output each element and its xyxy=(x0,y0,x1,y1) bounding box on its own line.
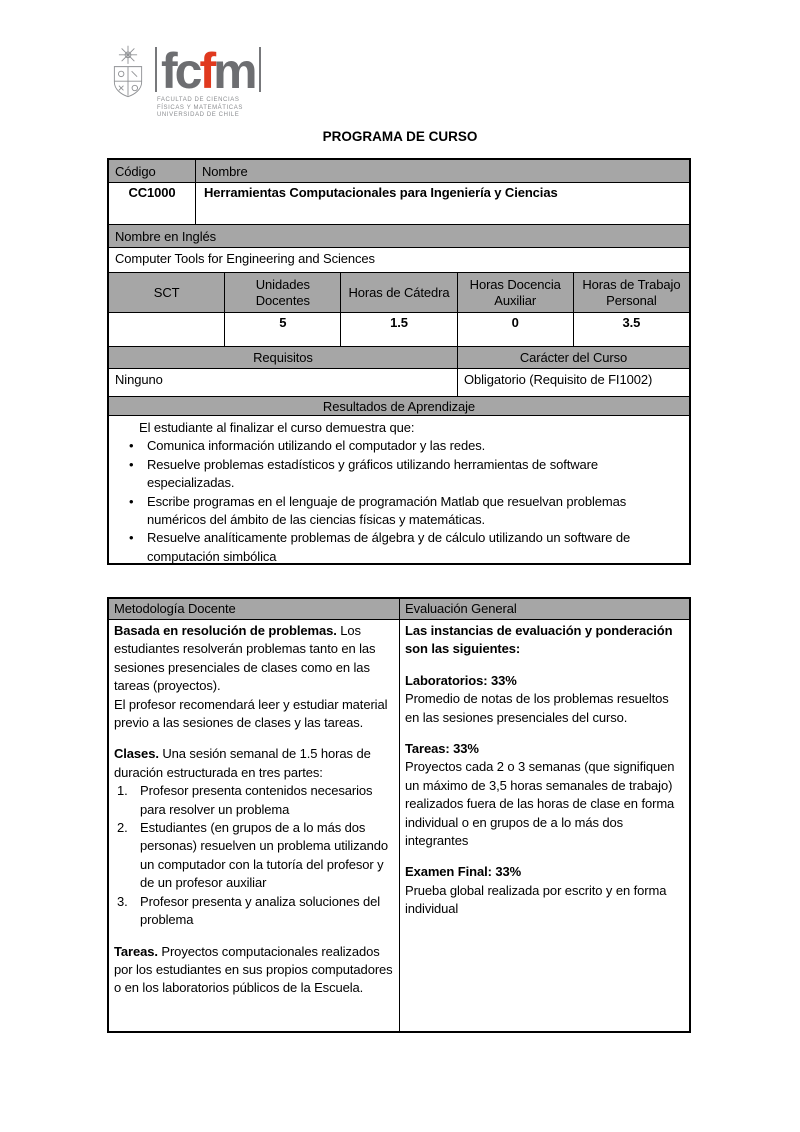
course-row xyxy=(109,182,689,224)
eval-item-title: Tareas: 33% xyxy=(405,741,479,757)
outcomes-intro: El estudiante al finalizar el curso demuestra que: xyxy=(139,420,415,435)
metodologia-header-cell: Metodología Docente xyxy=(109,599,399,619)
method-eval-body-row xyxy=(109,619,689,1033)
fcfm-wordmark xyxy=(155,42,261,99)
eval-item-title: Examen Final: 33% xyxy=(405,864,522,880)
step-text: Estudiantes (en grupos de a lo más dos personas) resuelven un problema utilizando un computador con la tutoría del profesor y de un profesor auxiliar xyxy=(140,820,389,891)
evaluacion-intro: Las instancias de evaluación y ponderación son las siguientes: xyxy=(405,623,673,657)
methodology-evaluation-table xyxy=(107,597,691,1033)
eval-item-desc: Prueba global realizada por escrito y en forma individual xyxy=(405,882,667,917)
clases-paragraph: Clases. Una sesión semanal de 1.5 horas de duración estructurada en tres partes: xyxy=(114,746,371,780)
logo-caption-line: UNIVERSIDAD DE CHILE xyxy=(157,112,240,118)
logo-caption xyxy=(155,97,261,120)
requisitos-value: Ninguno xyxy=(115,372,163,387)
course-code: CC1000 xyxy=(128,185,176,200)
spacer xyxy=(114,930,393,943)
clases-step xyxy=(114,819,393,893)
method-eval-header-row xyxy=(109,599,689,619)
step-number: 1. xyxy=(117,783,128,799)
unidades-docentes-value: 5 xyxy=(224,313,340,346)
nombre-header-cell: Nombre xyxy=(195,160,689,182)
english-name-value: Computer Tools for Engineering and Sciences xyxy=(115,251,375,266)
credits-header-row xyxy=(109,272,689,312)
english-name-header-cell: Nombre en Inglés xyxy=(109,225,689,247)
resultados-header-row xyxy=(109,396,689,415)
resultados-content-row xyxy=(109,415,689,563)
learning-outcomes xyxy=(109,416,689,566)
unidades-docentes-header-cell: Unidades Docentes xyxy=(224,273,340,312)
outcome-item: • Resuelve problemas estadísticos y gráficos utilizando herramientas de software especializadas. xyxy=(117,456,665,493)
evaluacion-header-cell: Evaluación General xyxy=(399,599,689,619)
evaluacion-content xyxy=(399,620,689,1033)
requisitos-header-cell: Requisitos xyxy=(109,347,457,368)
fcfm-wordmark-block xyxy=(155,42,261,120)
logo-caption-line: FÍSICAS Y MATEMÁTICAS xyxy=(157,104,243,111)
requisitos-values-row xyxy=(109,368,689,396)
course-info-table xyxy=(107,158,691,565)
horas-trabajo-value: 3.5 xyxy=(573,313,689,346)
spacer xyxy=(405,727,683,740)
horas-docencia-header-cell: Horas Docencia Auxiliar xyxy=(457,273,573,312)
step-number: 2. xyxy=(117,820,128,836)
outcome-item: • Escribe programas en el lenguaje de programación Matlab que resuelvan problemas numéricos del ámbito de las ciencias físicas y matemáticas. xyxy=(117,493,665,530)
metodologia-paragraph: El profesor recomendará leer y estudiar material previo a las sesiones de clases y las tareas. xyxy=(114,696,388,731)
logo-caption-line: FACULTAD DE CIENCIAS xyxy=(157,97,240,103)
eval-item-desc: Proyectos cada 2 o 3 semanas (que signifiquen un máximo de 3,5 horas semanales de trabajo) realizados fuera de las horas de clase en forma individual o en grupos de a lo más dos integrantes xyxy=(405,759,675,849)
university-crest-icon xyxy=(108,42,148,104)
spacer xyxy=(405,659,683,672)
metodologia-content xyxy=(109,620,399,1033)
spacer xyxy=(114,732,393,745)
step-text: Profesor presenta y analiza soluciones del problema xyxy=(140,893,381,928)
codigo-nombre-header-row xyxy=(109,160,689,182)
sct-header-cell: SCT xyxy=(109,273,224,312)
page-title: PROGRAMA DE CURSO xyxy=(322,129,478,144)
sct-value xyxy=(109,313,224,346)
course-name: Herramientas Computacionales para Ingeniería y Ciencias xyxy=(195,183,689,224)
fcfm-logo xyxy=(108,42,261,120)
resultados-header-cell: Resultados de Aprendizaje xyxy=(109,397,689,415)
clases-step xyxy=(114,782,393,819)
eval-item-desc: Promedio de notas de los problemas resueltos en las sesiones presenciales del curso. xyxy=(405,691,669,725)
codigo-header-cell: Código xyxy=(109,160,195,182)
fcfm-wordmark-text: fcfm xyxy=(161,43,255,99)
outcome-item: • Comunica información utilizando el computador y las redes. xyxy=(117,437,665,455)
spacer xyxy=(405,850,683,863)
caracter-header-cell: Carácter del Curso xyxy=(457,347,689,368)
eval-item-title: Laboratorios: 33% xyxy=(405,672,517,688)
outcome-item: • Resuelve analíticamente problemas de álgebra y de cálculo utilizando un software de computación simbólica xyxy=(117,529,665,566)
metodologia-paragraph: Basada en resolución de problemas. Los estudiantes resolverán problemas tanto en las sesiones presenciales de clases como en las tareas (proyectos). xyxy=(114,623,376,694)
credits-values-row xyxy=(109,312,689,346)
clases-step xyxy=(114,893,393,930)
tareas-paragraph: Tareas. Proyectos computacionales realizados por los estudiantes en sus propios computadores o en los laboratorios públicos de la Escuela. xyxy=(114,943,393,996)
horas-trabajo-header-cell: Horas de Trabajo Personal xyxy=(573,273,689,312)
english-name-row xyxy=(109,247,689,272)
english-name-header-row xyxy=(109,224,689,247)
step-number: 3. xyxy=(117,893,128,909)
horas-catedra-value: 1.5 xyxy=(340,313,456,346)
horas-catedra-header-cell: Horas de Cátedra xyxy=(340,273,456,312)
horas-docencia-value: 0 xyxy=(457,313,573,346)
caracter-value: Obligatorio (Requisito de FI1002) xyxy=(457,369,689,396)
requisitos-header-row xyxy=(109,346,689,368)
wordmark-right-bar xyxy=(259,47,261,92)
step-text: Profesor presenta contenidos necesarios para resolver un problema xyxy=(140,783,373,817)
